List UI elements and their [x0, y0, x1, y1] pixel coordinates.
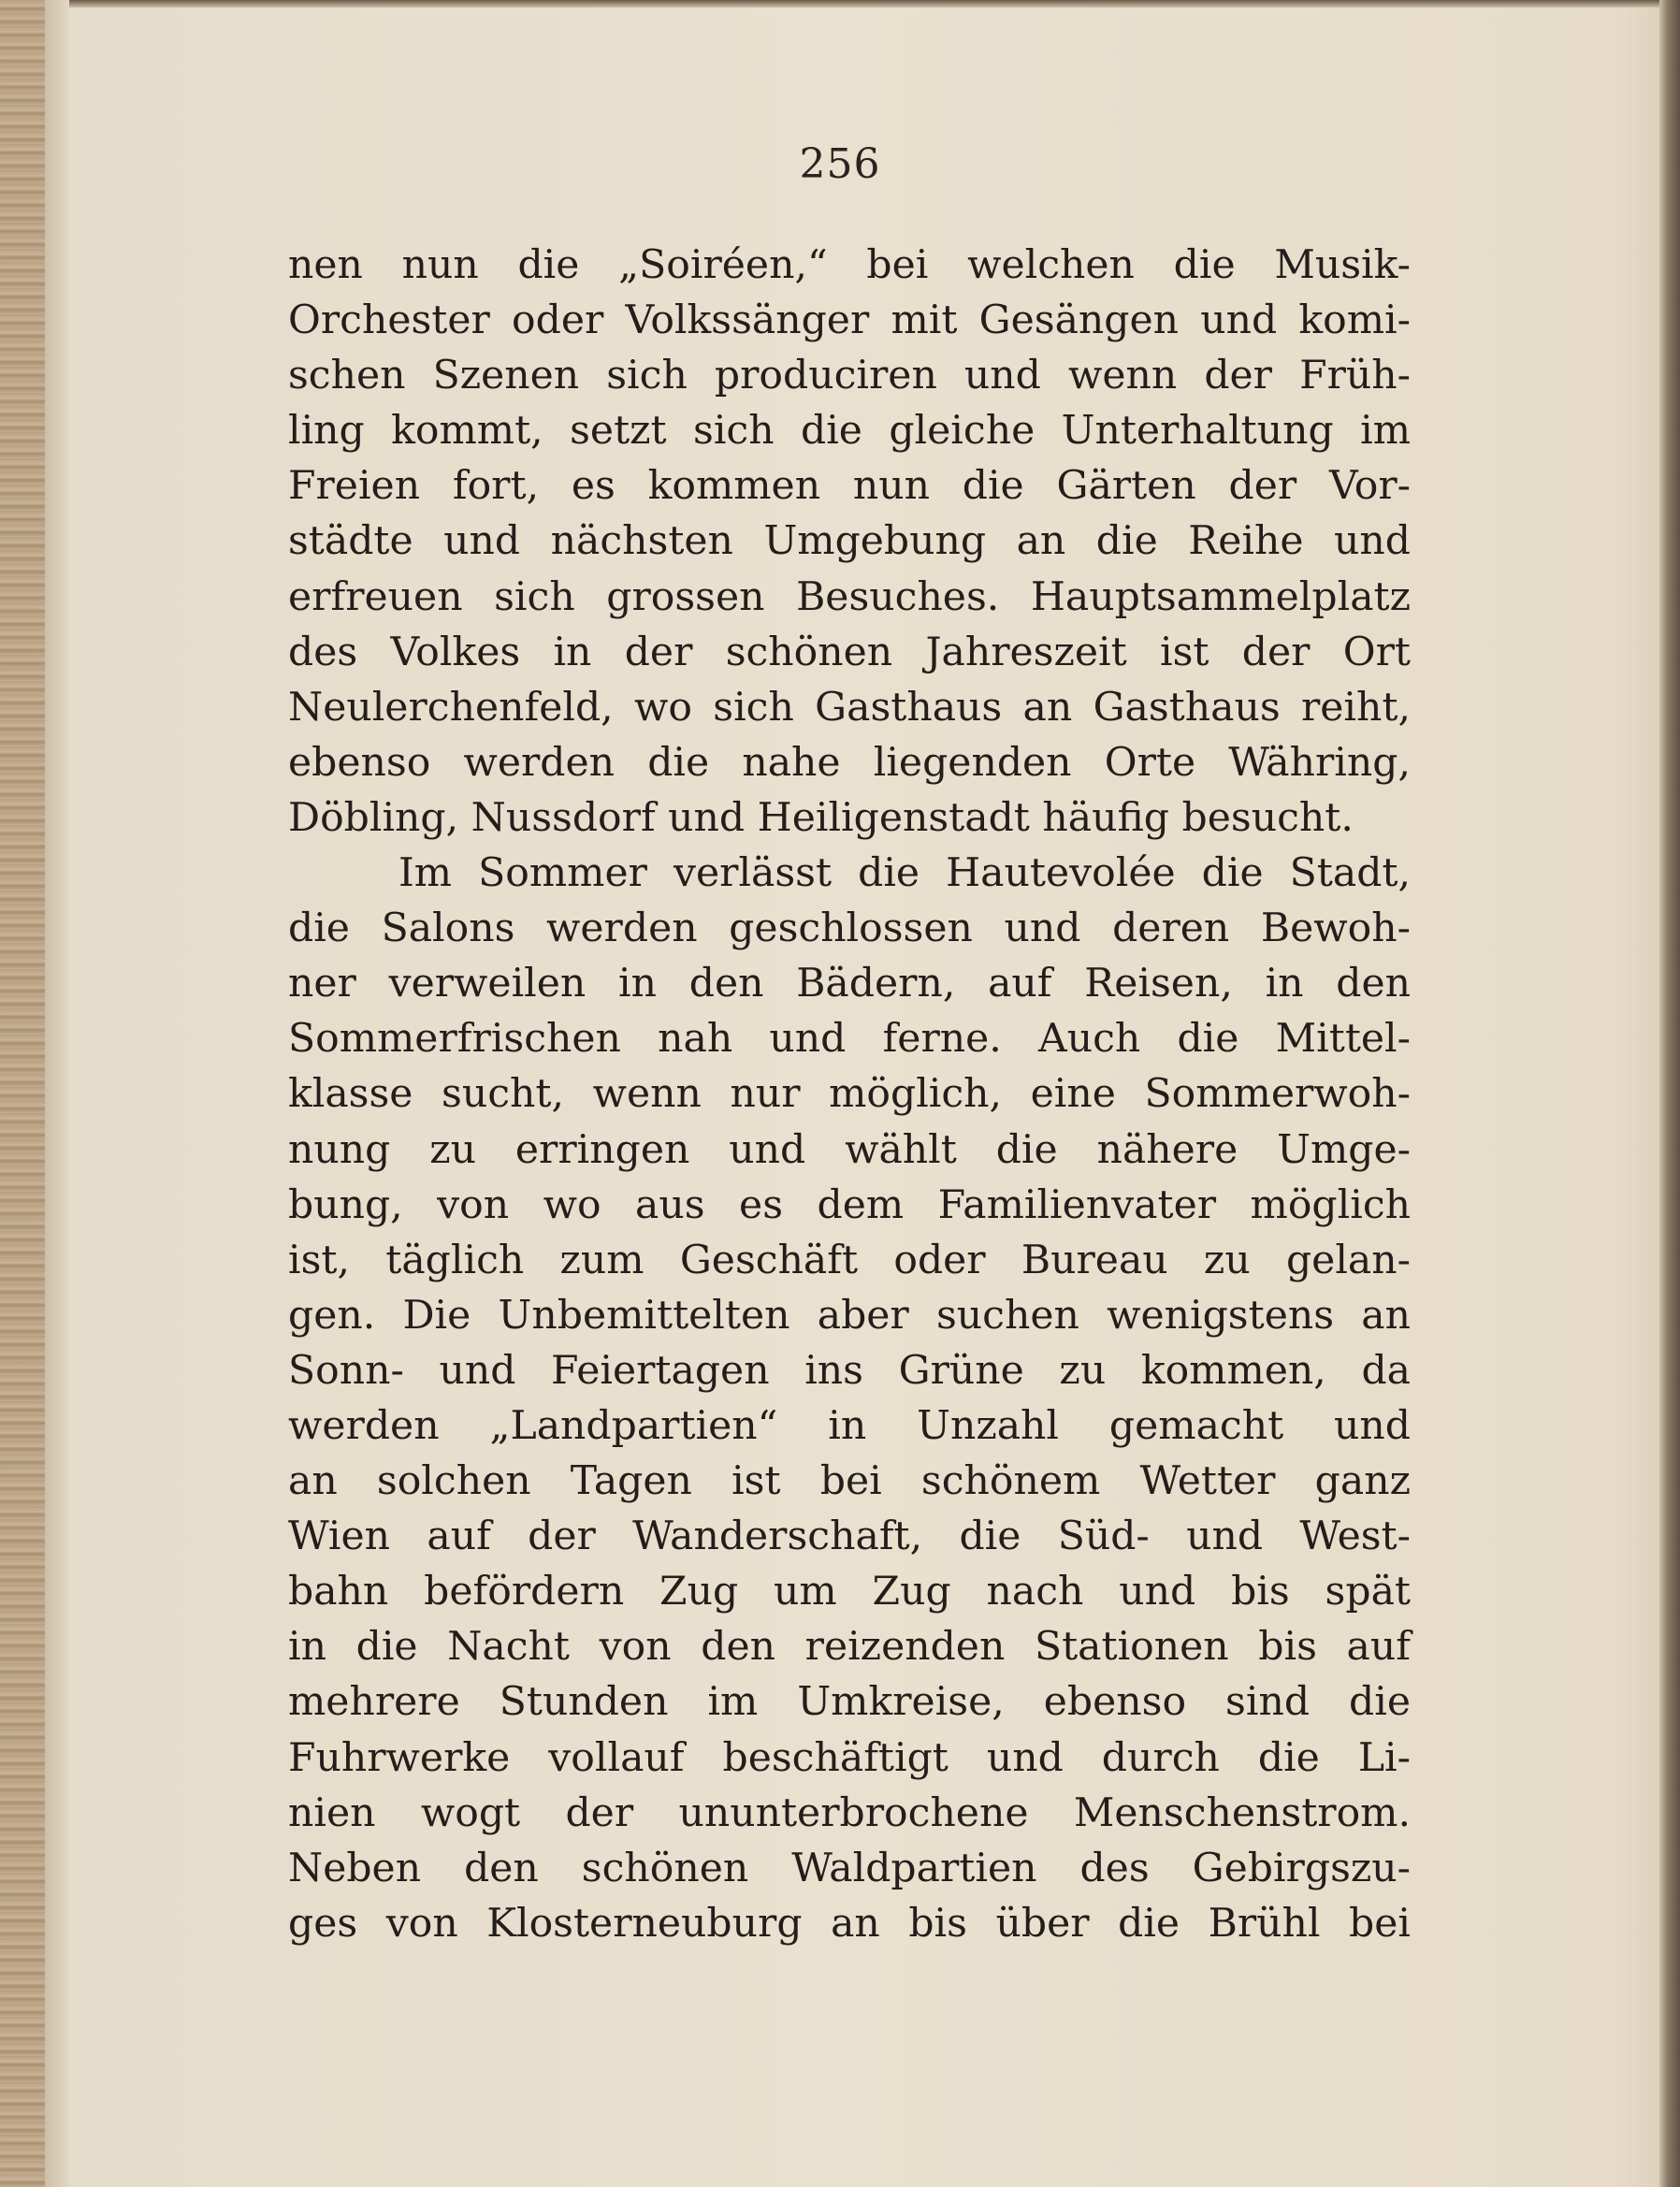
page-number: 256: [799, 140, 881, 188]
paragraph-start-line: Im Sommer verlässt die Hautevolée die Stadt,: [398, 850, 1411, 897]
text-line: erfreuen sich grossen Besuches. Hauptsammelplatz: [288, 573, 1411, 620]
text-line: klasse sucht, wenn nur möglich, eine Sommerwoh-: [288, 1071, 1411, 1118]
text-line: nung zu erringen und wählt die nähere Umge-: [288, 1126, 1411, 1173]
text-line: Orchester oder Volkssänger mit Gesängen und komi-: [288, 297, 1411, 344]
text-line: ist, täglich zum Geschäft oder Bureau zu gelan-: [288, 1237, 1411, 1283]
text-line: Neben den schönen Waldpartien des Gebirgszu-: [288, 1845, 1411, 1891]
text-line: bahn befördern Zug um Zug nach und bis spät: [288, 1569, 1411, 1615]
text-line: Sonn- und Feiertagen ins Grüne zu kommen, da: [288, 1347, 1411, 1394]
text-line: nien wogt der ununterbrochene Menschenstrom.: [288, 1789, 1411, 1836]
text-line: die Salons werden geschlossen und deren Bewoh-: [288, 905, 1411, 952]
text-line: mehrere Stunden im Umkreise, ebenso sind die: [288, 1679, 1411, 1726]
page-right-edge: [1659, 0, 1680, 2187]
text-line: an solchen Tagen ist bei schönem Wetter ganz: [288, 1458, 1411, 1505]
text-line: schen Szenen sich produciren und wenn der Früh-: [288, 353, 1411, 399]
text-line: werden „Landpartien“ in Unzahl gemacht und: [288, 1402, 1411, 1449]
text-line: bung, von wo aus es dem Familienvater möglich: [288, 1181, 1411, 1228]
text-line: ebenso werden die nahe liegenden Orte Währing,: [288, 739, 1411, 786]
book-binding: [0, 0, 48, 2187]
text-line: Sommerfrischen nah und ferne. Auch die Mittel-: [288, 1016, 1411, 1063]
text-line: nen nun die „Soiréen,“ bei welchen die Musik-: [288, 242, 1411, 288]
binding-shadow: [45, 0, 69, 2187]
text-line: Fuhrwerke vollauf beschäftigt und durch die Li-: [288, 1734, 1411, 1781]
text-line: ges von Klosterneuburg an bis über die Brühl bei: [288, 1900, 1411, 1947]
text-line: gen. Die Unbemittelten aber suchen wenigstens an: [288, 1292, 1411, 1339]
text-line: des Volkes in der schönen Jahreszeit ist der Ort: [288, 629, 1411, 675]
body-text: [288, 238, 1411, 1951]
text-line: städte und nächsten Umgebung an die Reihe und: [288, 518, 1411, 565]
text-line: ner verweilen in den Bädern, auf Reisen, in den: [288, 961, 1411, 1007]
paragraph-end-line: Döbling, Nussdorf und Heiligenstadt häufig besucht.: [288, 794, 1354, 841]
text-line: Neulerchenfeld, wo sich Gasthaus an Gasthaus reiht,: [288, 684, 1411, 731]
text-line: Wien auf der Wanderschaft, die Süd- und West-: [288, 1514, 1411, 1560]
text-line: in die Nacht von den reizenden Stationen bis auf: [288, 1624, 1411, 1671]
text-line: ling kommt, setzt sich die gleiche Unterhaltung im: [288, 408, 1411, 455]
page-top-edge: [0, 0, 1680, 7]
text-line: Freien fort, es kommen nun die Gärten der Vor-: [288, 463, 1411, 510]
